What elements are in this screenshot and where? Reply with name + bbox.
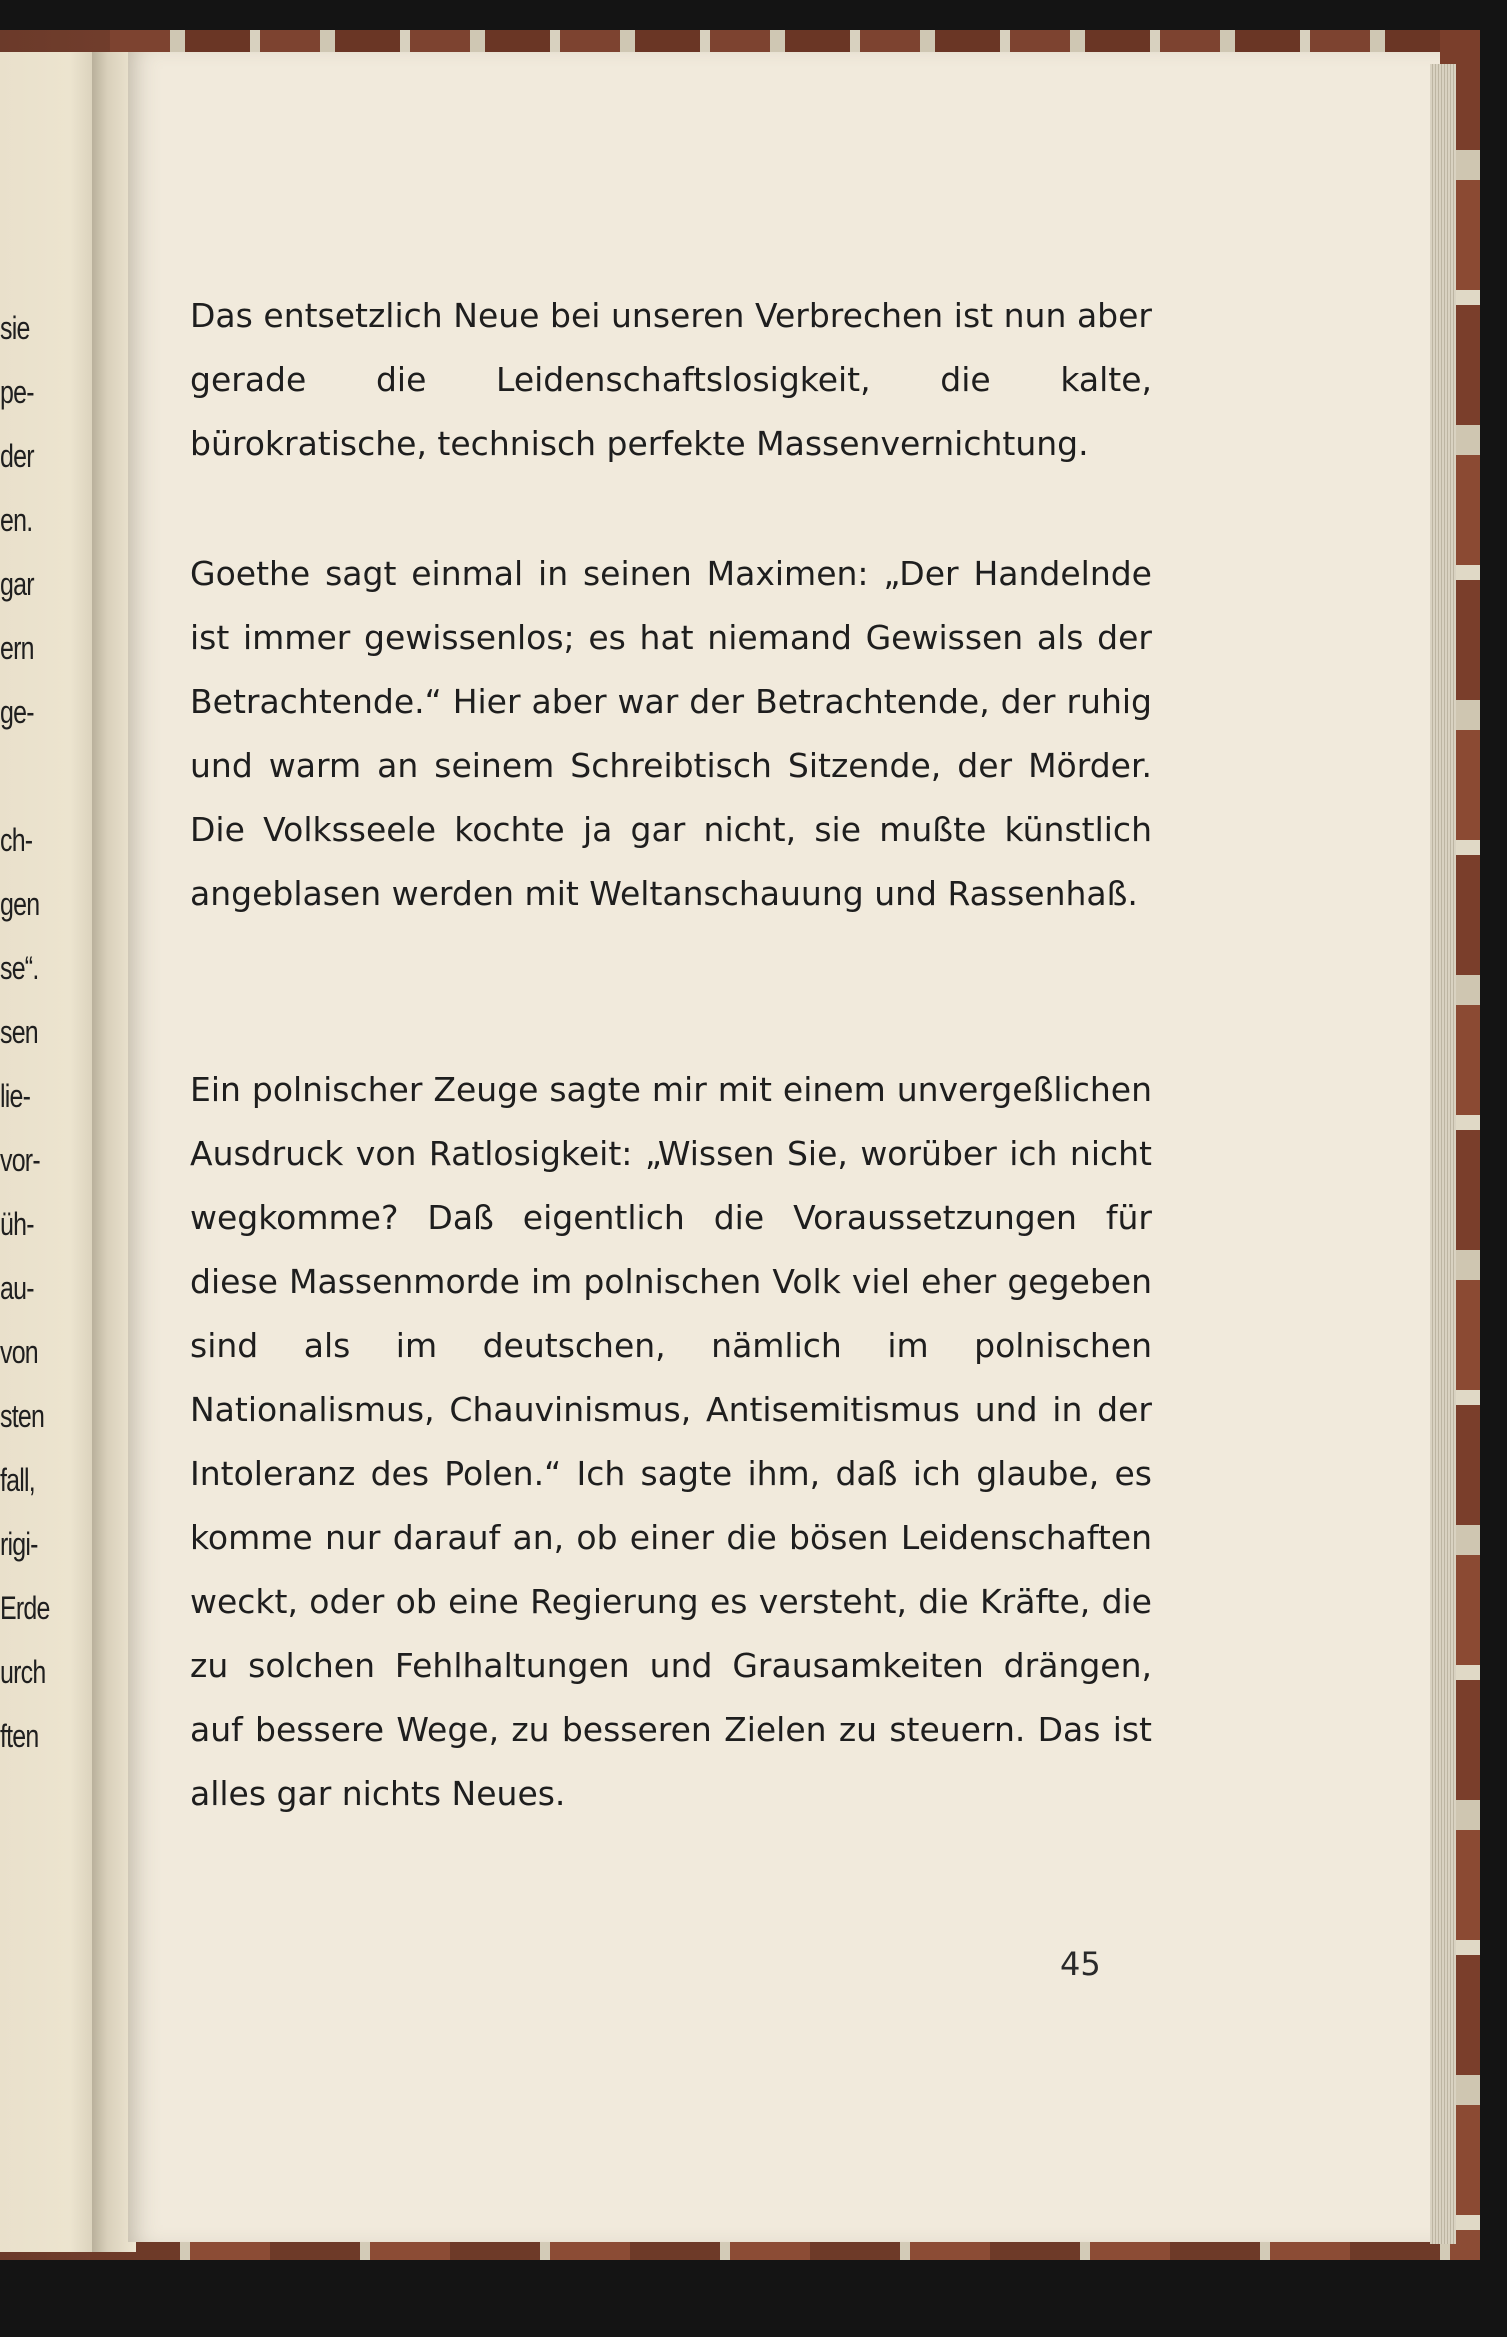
left-page-fragment: sie [0,310,30,346]
left-page-fragment: lie- [0,1078,31,1114]
left-page-fragment: urch [0,1654,46,1690]
left-page-fragment: sten [0,1398,45,1434]
left-page-fragment: pe- [0,374,34,410]
page-edge [1430,64,1456,2244]
left-page-fragment: sen [0,1014,38,1050]
left-page-fragment: en. [0,502,33,538]
left-page-fragment: ften [0,1718,39,1754]
left-page-fragment: Erde [0,1590,50,1626]
left-page-fragment: vor- [0,1142,40,1178]
left-page-fragment: au- [0,1270,34,1306]
left-page-fragment: rigi- [0,1526,38,1562]
left-page-fragment: ge- [0,694,34,730]
left-page [0,52,100,2252]
paragraph-3: Ein polnischer Zeuge sagte mir mit einem unvergeßlichen Ausdruck von Ratlosigkeit: „Wissen Sie, worüber ich nicht wegkomme? Daß eigentlich die Voraussetzungen für diese Massenmorde im polnischen Volk viel eher gegeben sind als im deutschen, nämlich im polnischen Nationalismus, Chauvinismus, Antisemitismus und in der Intoleranz des Polen.“ Ich sagte ihm, daß ich glaube, es komme nur darauf an, ob einer die bösen Leidenschaften weckt, oder ob eine Regierung es versteht, die Kräfte, die zu solchen Fehlhaltungen und Grausamkeiten drängen, auf bessere Wege, zu besseren Zielen zu steuern. Das ist alles gar nichts Neues. [190,1070,1152,1813]
paragraph-1: Das entsetzlich Neue bei unseren Verbrechen ist nun aber gerade die Leidenschaftslosigkeit, die kalte, bürokratische, technisch perfekte Massenvernichtung. [190,296,1152,463]
left-page-fragment: ch- [0,822,33,858]
left-page-fragment: von [0,1334,38,1370]
left-page-fragment: ern [0,630,34,666]
left-page-fragment: der [0,438,34,474]
page-number: 45 [1060,1945,1101,1983]
left-page-fragment: üh- [0,1206,34,1242]
left-page-fragment: gen [0,886,40,922]
paragraph-2: Goethe sagt einmal in seinen Maximen: „Der Handelnde ist immer gewissenlos; es hat niemand Gewissen als der Betrachtende.“ Hier aber war der Betrachtende, der ruhig und warm an seinem Schreibtisch Sitzende, der Mörder. Die Volksseele kochte ja gar nicht, sie mußte künstlich angeblasen werden mit Weltanschauung und Rassenhaß. [190,554,1152,913]
left-page-fragment: gar [0,566,34,602]
left-page-fragment: fall, [0,1462,35,1498]
left-page-fragment: se“. [0,950,39,986]
